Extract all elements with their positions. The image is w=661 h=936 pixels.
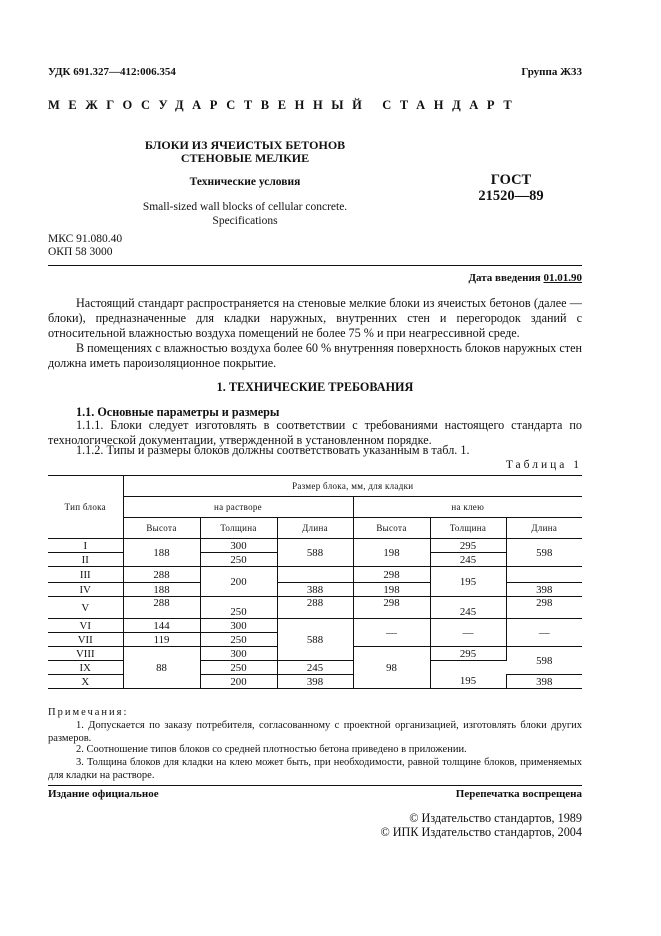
table-cell: 188 — [123, 583, 200, 597]
table-cell-type: V — [48, 597, 123, 619]
udk-code: УДК 691.327—412:006.354 — [48, 66, 176, 78]
english-title-line2: Specifications — [212, 215, 278, 227]
col-header-type: Тип блока — [48, 476, 123, 539]
table-cell: 588 — [277, 539, 353, 567]
table-cell: 245 — [430, 553, 506, 567]
table-cell: 298 — [353, 597, 430, 619]
reprint-notice: Перепечатка воспрещена — [455, 788, 582, 800]
paragraph-1-1-1: 1.1.1. Блоки следует изготовлять в соответствии с требованиями настоящего стандарта по технологической документации, утвержденной в установленном порядке. — [48, 418, 582, 447]
table-cell: 200 — [200, 567, 277, 597]
table-cell-type: VII — [48, 633, 123, 647]
intro-date — [468, 272, 582, 284]
table-cell: 245 — [277, 661, 353, 675]
table-cell: 88 — [123, 647, 200, 689]
table-cell: 300 — [200, 647, 277, 661]
doc-subtitle: Технические условия — [189, 176, 301, 188]
table-cell: 295 — [430, 539, 506, 553]
col-header-size-group: Размер блока, мм, для кладки — [123, 476, 582, 497]
col-header-mortar-length: Длина — [277, 518, 353, 539]
table-cell: — — [353, 619, 430, 647]
humidity-paragraph: В помещениях с влажностью воздуха более 60 % внутренняя поверхность блоков наружных стен должна иметь пароизоляционное покрытие. — [48, 341, 582, 370]
subsection-title: 1.1. Основные параметры и размеры — [76, 405, 280, 419]
table-cell-type: III — [48, 567, 123, 583]
table-cell: — — [430, 619, 506, 647]
table-cell: 250 — [200, 633, 277, 647]
doc-title-line1: БЛОКИ ИЗ ЯЧЕИСТЫХ БЕТОНОВ — [144, 138, 346, 152]
table-cell: 598 — [506, 647, 582, 675]
table-cell: 398 — [277, 675, 353, 689]
table-cell: — — [506, 619, 582, 647]
paragraph-1-1-2: 1.1.2. Типы и размеры блоков должны соответствовать указанным в табл. 1. — [76, 443, 470, 457]
table-cell-type: X — [48, 675, 123, 689]
col-header-glue-length: Длина — [506, 518, 582, 539]
table-cell: 298 — [353, 567, 430, 583]
table-cell: 119 — [123, 633, 200, 647]
note-2: 2. Соотношение типов блоков со средней плотностью бетона приведено в приложении. — [76, 744, 467, 755]
block-sizes-table — [48, 475, 582, 689]
table-cell: 98 — [353, 647, 430, 689]
table-cell: 245 — [430, 597, 506, 619]
table-cell: 198 — [353, 583, 430, 597]
col-header-mortar-height: Высота — [123, 518, 200, 539]
col-header-mortar-thickness: Толщина — [200, 518, 277, 539]
table-cell: 298 — [506, 597, 582, 619]
table-cell-type: IX — [48, 661, 123, 675]
mks-code: МКС 91.080.40 — [48, 233, 123, 245]
table-cell: 300 — [200, 619, 277, 633]
english-title — [110, 200, 380, 228]
table-cell: 195 — [430, 675, 506, 689]
note-1: 1. Допускается по заказу потребителя, согласованному с проектной организацией, изготовлять блоки других размеров. — [48, 720, 582, 744]
notes-title: Примечания: — [48, 707, 129, 718]
table-cell: 288 — [277, 597, 353, 619]
table-cell: 198 — [353, 539, 430, 567]
table-cell: 388 — [277, 583, 353, 597]
table-cell: 295 — [430, 647, 506, 661]
col-header-mortar: на растворе — [123, 497, 353, 518]
table-cell: 288 — [123, 597, 200, 619]
intro-date-value: 01.01.90 — [543, 272, 582, 284]
gost-label: ГОСТ — [490, 172, 532, 188]
table-cell: 200 — [200, 675, 277, 689]
col-header-glue: на клею — [353, 497, 582, 518]
table-cell: 288 — [123, 567, 200, 583]
table-cell-type: VIII — [48, 647, 123, 661]
table-cell-type: VI — [48, 619, 123, 633]
table-cell: 398 — [506, 675, 582, 689]
footer-divider — [48, 785, 582, 786]
table-cell-type: IV — [48, 583, 123, 597]
table-cell: 188 — [123, 539, 200, 567]
intro-date-label: Дата введения — [468, 272, 541, 284]
okp-code: ОКП 58 3000 — [48, 246, 113, 258]
table-cell-type: II — [48, 553, 123, 567]
table-cell: 250 — [200, 597, 277, 619]
section-title: 1. ТЕХНИЧЕСКИЕ ТРЕБОВАНИЯ — [216, 380, 414, 394]
table-cell: 588 — [277, 619, 353, 661]
copyright-2004: © ИПК Издательство стандартов, 2004 — [380, 825, 582, 839]
table-caption: Таблица 1 — [505, 459, 582, 471]
gost-number: 21520—89 — [478, 188, 544, 204]
official-edition: Издание официальное — [48, 788, 159, 800]
table-cell: 195 — [430, 567, 506, 597]
col-header-glue-height: Высота — [353, 518, 430, 539]
table-cell: 250 — [200, 553, 277, 567]
copyright-1989: © Издательство стандартов, 1989 — [409, 811, 582, 825]
table-cell: 300 — [200, 539, 277, 553]
intro-paragraph: Настоящий стандарт распространяется на стеновые мелкие блоки из ячеистых бетонов (далее — блоки), предназначенные для кладки наружных, внутренних стен и перегородок зданий с относительной влажностью воздуха помещений не более 75 % и при неагрессивной среде. — [48, 296, 582, 340]
table-cell: 398 — [506, 583, 582, 597]
table-cell: 250 — [200, 661, 277, 675]
header-divider — [48, 265, 582, 266]
english-title-line1: Small-sized wall blocks of cellular concrete. — [142, 201, 348, 213]
table-cell-type: I — [48, 539, 123, 553]
note-3: 3. Толщина блоков для кладки на клею может быть, при необходимости, равной толщине блоков, применяемых для кладки на растворе. — [48, 757, 582, 781]
col-header-glue-thickness: Толщина — [430, 518, 506, 539]
group-code: Группа Ж33 — [521, 66, 582, 78]
classification-codes — [48, 233, 122, 259]
standard-type: МЕЖГОСУДАРСТВЕННЫЙ СТАНДАРТ — [48, 98, 521, 112]
table-cell: 598 — [506, 539, 582, 567]
doc-title-line2: СТЕНОВЫЕ МЕЛКИЕ — [180, 151, 310, 165]
table-cell: 144 — [123, 619, 200, 633]
